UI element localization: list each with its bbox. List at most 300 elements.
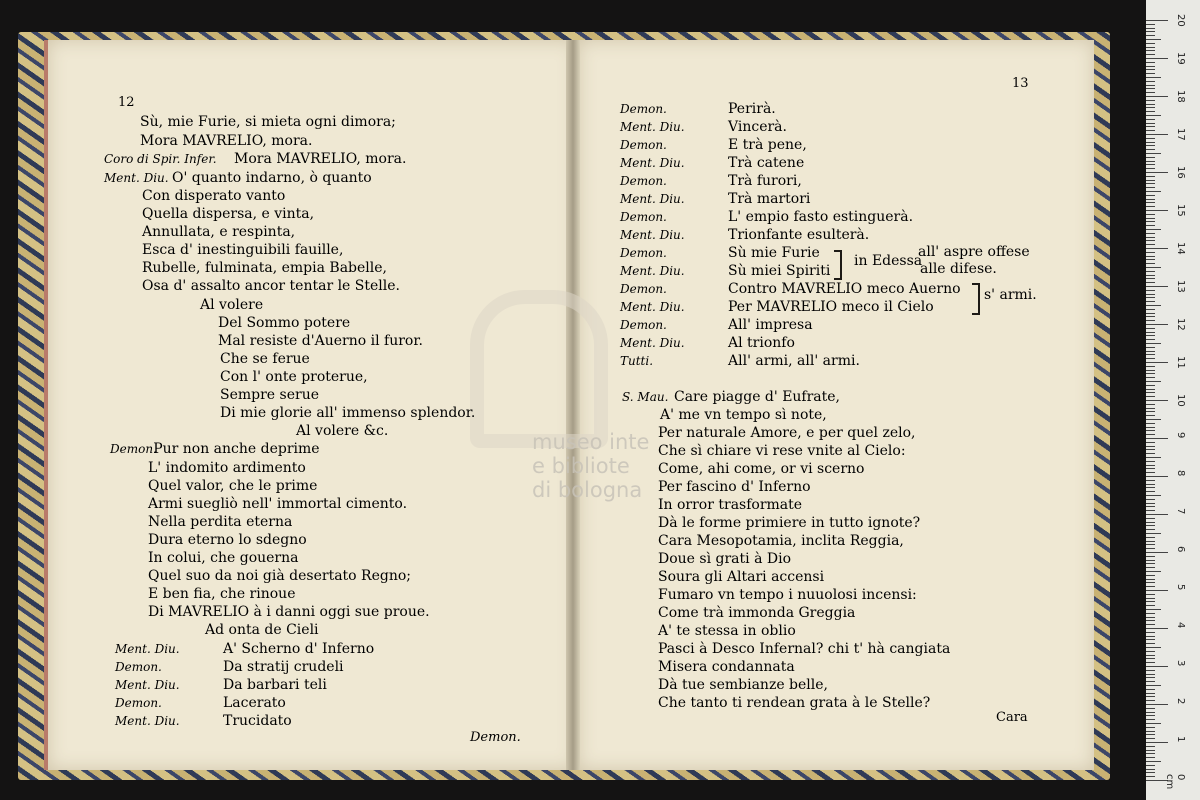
ruler-tick [1146, 617, 1155, 618]
ruler-tick [1146, 58, 1168, 59]
ruler-tick [1146, 685, 1161, 686]
ruler-tick [1146, 666, 1168, 667]
verse-line: Misera condannata [658, 659, 795, 675]
ruler-tick [1146, 423, 1155, 424]
verse-line: Pur non anche deprime [153, 441, 320, 457]
ruler-tick [1146, 746, 1155, 747]
left-page-number: 12 [118, 95, 135, 110]
side-note-aspre-offese: all' aspre offese [918, 244, 1030, 260]
verse-line: Che sì chiare vi rese vnite al Cielo: [658, 443, 906, 459]
ruler-tick [1146, 275, 1155, 276]
ruler-label: 14 [1175, 242, 1186, 255]
ruler-tick [1146, 54, 1155, 55]
ruler-tick [1146, 373, 1155, 374]
verse-line: Quella dispersa, e vinta, [142, 206, 315, 222]
ruler-tick [1146, 115, 1161, 116]
verse-line: Del Sommo potere [218, 315, 351, 331]
ruler-tick [1146, 377, 1155, 378]
ruler-tick [1146, 742, 1168, 743]
ruler-tick [1146, 85, 1155, 86]
ruler-tick [1146, 69, 1155, 70]
ruler-tick [1146, 202, 1155, 203]
ruler-tick [1146, 354, 1155, 355]
ruler-tick [1146, 636, 1155, 637]
ruler-tick [1146, 670, 1155, 671]
ruler-tick [1146, 484, 1155, 485]
ruler-tick [1146, 130, 1155, 131]
ruler-tick [1146, 294, 1155, 295]
ruler-tick [1146, 647, 1161, 648]
ruler-tick [1146, 449, 1155, 450]
ruler-tick [1146, 39, 1161, 40]
ruler-tick [1146, 594, 1155, 595]
ruler-tick [1146, 537, 1155, 538]
verse-line: Care piagge d' Eufrate, [674, 389, 841, 405]
ruler-tick [1146, 529, 1155, 530]
ruler-tick [1146, 715, 1155, 716]
verse-line: L' indomito ardimento [148, 460, 306, 476]
ruler-tick [1146, 233, 1155, 234]
ruler-tick [1146, 370, 1155, 371]
ruler-tick [1146, 632, 1155, 633]
ruler-tick [1146, 753, 1155, 754]
ruler-tick [1146, 77, 1161, 78]
ruler-tick [1146, 620, 1155, 621]
verse-line: Armi suegliò nell' immortal cimento. [148, 496, 408, 512]
ruler-tick [1146, 400, 1168, 401]
speaker-label: Tutti. [620, 354, 654, 368]
ruler-tick [1146, 256, 1155, 257]
ruler-tick [1146, 658, 1155, 659]
ruler-tick [1146, 598, 1155, 599]
ruler-tick [1146, 332, 1155, 333]
verse-line: Da stratij crudeli [223, 659, 344, 675]
ruler-tick [1146, 214, 1155, 215]
ruler-label: 5 [1175, 584, 1186, 591]
ruler-tick [1146, 324, 1168, 325]
ruler-tick [1146, 172, 1168, 173]
verse-line: A' te stessa in oblio [658, 623, 796, 639]
ruler-tick [1146, 731, 1155, 732]
ruler-tick [1146, 389, 1155, 390]
speaker-label: Ment. Diu. [620, 336, 685, 350]
verse-line: In orror trasformate [658, 497, 803, 513]
ruler-tick [1146, 533, 1161, 534]
ruler-tick [1146, 161, 1155, 162]
ruler-tick [1146, 88, 1155, 89]
verse-line: Cara Mesopotamia, inclita Reggia, [658, 533, 904, 549]
verse-line: Rubelle, fulminata, empia Babelle, [142, 260, 387, 276]
ruler-tick [1146, 252, 1155, 253]
ruler-label: 17 [1175, 128, 1186, 141]
ruler-tick [1146, 313, 1155, 314]
watermark-logo-icon [470, 290, 608, 448]
ruler-tick [1146, 290, 1155, 291]
ruler-label: 2 [1175, 698, 1186, 705]
ruler-tick [1146, 271, 1155, 272]
watermark-line: di bologna [532, 478, 643, 502]
verse-line: Soura gli Altari accensi [658, 569, 825, 585]
verse-line: Fumaro vn tempo i nuuolosi incensi: [658, 587, 917, 603]
ruler-tick [1146, 461, 1155, 462]
ruler-label: 20 [1175, 14, 1186, 27]
verse-line: E ben fia, che rinoue [148, 586, 296, 602]
ruler-tick [1146, 415, 1155, 416]
ruler-label: 8 [1175, 470, 1186, 477]
ruler-tick [1146, 96, 1168, 97]
ruler-tick [1146, 468, 1155, 469]
ruler-tick [1146, 677, 1155, 678]
ruler-label: 7 [1175, 508, 1186, 515]
verse-line: Trà catene [728, 155, 805, 171]
ruler-tick [1146, 244, 1155, 245]
ruler-tick [1146, 183, 1155, 184]
ruler-tick [1146, 567, 1155, 568]
ruler-tick [1146, 411, 1155, 412]
ruler-tick [1146, 351, 1155, 352]
verse-line: Di MAVRELIO à i danni oggi sue proue. [148, 604, 430, 620]
ruler-tick [1146, 624, 1155, 625]
ruler-label: 13 [1175, 280, 1186, 293]
ruler-tick [1146, 772, 1155, 773]
verse-line: In colui, che gouerna [148, 550, 299, 566]
ruler-tick [1146, 206, 1155, 207]
ruler-tick [1146, 145, 1155, 146]
ruler-tick [1146, 681, 1155, 682]
ruler-tick [1146, 358, 1155, 359]
ruler-tick [1146, 259, 1155, 260]
ruler-tick [1146, 590, 1168, 591]
verse-line: Trà martori [728, 191, 811, 207]
ruler-tick [1146, 301, 1155, 302]
ruler-tick [1146, 404, 1155, 405]
verse-line: Con disperato vanto [142, 188, 286, 204]
verse-line: Da barbari teli [223, 677, 327, 693]
ruler-tick [1146, 651, 1155, 652]
ruler-label: 9 [1175, 432, 1186, 439]
ruler-tick [1146, 761, 1161, 762]
ruler-tick [1146, 552, 1168, 553]
ruler-tick [1146, 339, 1155, 340]
left-catchword: Demon. [470, 730, 521, 745]
ruler-tick [1146, 62, 1155, 63]
ruler-tick [1146, 229, 1161, 230]
ruler-tick [1146, 43, 1155, 44]
ruler-tick [1146, 126, 1155, 127]
ruler-tick [1146, 35, 1155, 36]
ruler-tick [1146, 442, 1155, 443]
verse-line: Che tanto ti rendean grata à le Stelle? [658, 695, 931, 711]
verse-line: Di mie glorie all' immenso splendor. [220, 405, 476, 421]
ruler-tick [1146, 107, 1155, 108]
verse-line: Pasci à Desco Infernal? chi t' hà cangiata [658, 641, 951, 657]
ruler-tick [1146, 176, 1155, 177]
ruler-label: 15 [1175, 204, 1186, 217]
verse-line: All' armi, all' armi. [728, 353, 860, 369]
ruler-tick [1146, 427, 1155, 428]
ruler-tick [1146, 47, 1155, 48]
ruler-tick [1146, 195, 1155, 196]
ruler-tick [1146, 187, 1155, 188]
ruler-tick [1146, 575, 1155, 576]
ruler-tick [1146, 111, 1155, 112]
verse-line: A' me vn tempo sì note, [660, 407, 827, 423]
verse-line: Annullata, e respinta, [142, 224, 296, 240]
ruler-tick [1146, 31, 1155, 32]
ruler-tick [1146, 366, 1155, 367]
verse-line: O' quanto indarno, ò quanto [172, 170, 372, 186]
ruler-tick [1146, 579, 1155, 580]
ruler-tick [1146, 199, 1155, 200]
ruler-tick [1146, 750, 1155, 751]
ruler-tick [1146, 609, 1161, 610]
ruler-tick [1146, 723, 1161, 724]
ruler-tick [1146, 316, 1155, 317]
ruler-tick [1146, 66, 1155, 67]
ruler-tick [1146, 142, 1155, 143]
ruler-tick [1146, 73, 1155, 74]
verse-line: Con l' onte proterue, [220, 369, 368, 385]
ruler-tick [1146, 522, 1155, 523]
ruler-tick [1146, 221, 1155, 222]
speaker-label: Demon. [110, 442, 157, 456]
ruler-tick [1146, 248, 1168, 249]
ruler-tick [1146, 149, 1155, 150]
speaker-label: Demon. [620, 138, 667, 152]
ruler-tick [1146, 138, 1155, 139]
right-page-number: 13 [1012, 76, 1029, 91]
verse-line: Sù, mie Furie, si mieta ogni dimora; [140, 114, 396, 130]
ruler-tick [1146, 392, 1155, 393]
ruler-tick [1146, 719, 1155, 720]
ruler-tick [1146, 643, 1155, 644]
verse-line: Vincerà. [728, 119, 787, 135]
speaker-label: S. Mau. [622, 390, 669, 404]
verse-line: Quel suo da noi già desertato Regno; [148, 568, 411, 584]
ruler-tick [1146, 472, 1155, 473]
ruler-tick [1146, 453, 1155, 454]
verse-line: L' empio fasto estinguerà. [728, 209, 914, 225]
verse-line: Sù mie Furie [728, 245, 820, 261]
ruler-tick [1146, 628, 1168, 629]
ruler-tick [1146, 765, 1155, 766]
speaker-label: Ment. Diu. [620, 264, 685, 278]
ruler-tick [1146, 586, 1155, 587]
speaker-label: Ment. Diu. [620, 156, 685, 170]
verse-line: Trionfante esulterà. [728, 227, 870, 243]
ruler-tick [1146, 693, 1155, 694]
bracket [834, 250, 842, 280]
ruler-tick [1146, 278, 1155, 279]
verse-line: All' impresa [728, 317, 813, 333]
verse-line: Nella perdita eterna [148, 514, 293, 530]
ruler-tick [1146, 320, 1155, 321]
ruler-tick [1146, 240, 1155, 241]
verse-line: Per MAVRELIO meco il Cielo [728, 299, 934, 315]
ruler-tick [1146, 571, 1161, 572]
speaker-label: Ment. Diu. [620, 300, 685, 314]
ruler-tick [1146, 434, 1155, 435]
ruler-label: 6 [1175, 546, 1186, 553]
ruler-tick [1146, 438, 1168, 439]
ruler-tick [1146, 218, 1155, 219]
speaker-label: Ment. Diu. [620, 192, 685, 206]
ruler-tick [1146, 362, 1168, 363]
ruler-tick [1146, 563, 1155, 564]
speaker-label: Ment. Diu. [620, 228, 685, 242]
verse-line: Sempre serue [220, 387, 320, 403]
speaker-label: Ment. Diu. [115, 714, 180, 728]
verse-line: Quel valor, che le prime [148, 478, 318, 494]
ruler-tick [1146, 104, 1155, 105]
ruler-tick [1146, 613, 1155, 614]
ruler-tick [1146, 727, 1155, 728]
ruler-label: 19 [1175, 52, 1186, 65]
ruler-label: 10 [1175, 394, 1186, 407]
ruler-tick [1146, 769, 1155, 770]
watermark-line: museo inte [532, 430, 650, 454]
ruler-tick [1146, 28, 1155, 29]
side-note-s-armi: s' armi. [984, 287, 1037, 303]
ruler-tick [1146, 480, 1155, 481]
ruler-tick [1146, 514, 1168, 515]
ruler-tick [1146, 157, 1155, 158]
speaker-label: Demon. [115, 696, 162, 710]
speaker-label: Ment. Diu. [620, 120, 685, 134]
verse-line: A' Scherno d' Inferno [223, 641, 375, 657]
ruler-tick [1146, 601, 1155, 602]
verse-line: Osa d' assalto ancor tentar le Stelle. [142, 278, 400, 294]
ruler-tick [1146, 381, 1161, 382]
verse-line: Mal resiste d'Auerno il furor. [218, 333, 423, 349]
verse-line: Mora MAVRELIO, mora. [140, 133, 313, 149]
ruler-tick [1146, 655, 1155, 656]
ruler-tick [1146, 712, 1155, 713]
ruler-tick [1146, 263, 1155, 264]
ruler-tick [1146, 704, 1168, 705]
speaker-label: Demon. [620, 102, 667, 116]
ruler-tick [1146, 696, 1155, 697]
ruler-tick [1146, 267, 1161, 268]
speaker-label: Ment. Diu. [115, 678, 180, 692]
ruler-tick [1146, 491, 1155, 492]
verse-line: Al volere &c. [296, 423, 389, 439]
ruler-label: 18 [1175, 90, 1186, 103]
ruler-tick [1146, 757, 1155, 758]
ruler-tick [1146, 153, 1161, 154]
speaker-label: Ment. Diu. [104, 171, 169, 185]
ruler-label: 11 [1175, 356, 1186, 369]
ruler-tick [1146, 674, 1155, 675]
ruler-label: 3 [1175, 660, 1186, 667]
ruler-tick [1146, 81, 1155, 82]
ruler-tick [1146, 335, 1155, 336]
ruler-tick [1146, 396, 1155, 397]
side-note-in-edessa: in Edessa [854, 253, 923, 269]
speaker-label: Demon. [115, 660, 162, 674]
speaker-label: Demon. [620, 210, 667, 224]
verse-line: Perirà. [728, 101, 776, 117]
watermark-line: e bibliote [532, 454, 630, 478]
ruler-tick [1146, 385, 1155, 386]
ruler-tick [1146, 134, 1168, 135]
speaker-label: Demon. [620, 246, 667, 260]
ruler-tick [1146, 305, 1161, 306]
ruler-tick [1146, 446, 1155, 447]
ruler-tick [1146, 430, 1155, 431]
verse-line: Lacerato [223, 695, 286, 711]
ruler-tick [1146, 503, 1155, 504]
ruler-tick [1146, 237, 1155, 238]
ruler-tick [1146, 510, 1155, 511]
ruler-tick [1146, 525, 1155, 526]
ruler-tick [1146, 328, 1155, 329]
verse-line: Ad onta de Cieli [205, 622, 319, 638]
measurement-ruler [1146, 0, 1200, 800]
ruler-tick [1146, 24, 1155, 25]
speaker-label: Demon. [620, 282, 667, 296]
verse-line: Al volere [200, 297, 264, 313]
verse-line: E trà pene, [728, 137, 807, 153]
ruler-label: 4 [1175, 622, 1186, 629]
ruler-tick [1146, 180, 1155, 181]
verse-line: Sù miei Spiriti [728, 263, 831, 279]
ruler-tick [1146, 541, 1155, 542]
speaker-label: Coro di Spir. Infer. [104, 152, 217, 166]
verse-line: Per naturale Amore, e per quel zelo, [658, 425, 916, 441]
ruler-tick [1146, 191, 1161, 192]
verse-line: Dura eterno lo sdegno [148, 532, 307, 548]
ruler-tick [1146, 297, 1155, 298]
ruler-tick [1146, 776, 1155, 777]
ruler-tick [1146, 419, 1161, 420]
side-note-alle-difese: alle difese. [920, 261, 997, 277]
ruler-tick [1146, 168, 1155, 169]
speaker-label: Ment. Diu. [115, 642, 180, 656]
ruler-tick [1146, 119, 1155, 120]
verse-line: Come, ahi come, or vi scerno [658, 461, 865, 477]
ruler-tick [1146, 689, 1155, 690]
ruler-tick [1146, 639, 1155, 640]
ruler-label: 1 [1175, 736, 1186, 743]
ruler-tick [1146, 20, 1168, 21]
verse-line: Dà le forme primiere in tutto ignote? [658, 515, 921, 531]
ruler-tick [1146, 734, 1155, 735]
verse-line: Per fascino d' Inferno [658, 479, 811, 495]
ruler-tick [1146, 605, 1155, 606]
ruler-tick [1146, 518, 1155, 519]
ruler-tick [1146, 582, 1155, 583]
ruler-tick [1146, 286, 1168, 287]
verse-line: Trucidato [223, 713, 292, 729]
ruler-tick [1146, 50, 1155, 51]
ruler-tick [1146, 408, 1155, 409]
ruler-tick [1146, 309, 1155, 310]
ruler-label: 12 [1175, 318, 1186, 331]
ruler-tick [1146, 225, 1155, 226]
ruler-tick [1146, 700, 1155, 701]
ruler-tick [1146, 560, 1155, 561]
ruler-tick [1146, 662, 1155, 663]
ruler-tick [1146, 738, 1155, 739]
verse-line: Contro MAVRELIO meco Auerno [728, 281, 961, 297]
ruler-tick [1146, 92, 1155, 93]
ruler-tick [1146, 465, 1155, 466]
verse-line: Come trà immonda Greggia [658, 605, 856, 621]
ruler-tick [1146, 457, 1161, 458]
ruler-tick [1146, 499, 1155, 500]
ruler-tick [1146, 476, 1168, 477]
